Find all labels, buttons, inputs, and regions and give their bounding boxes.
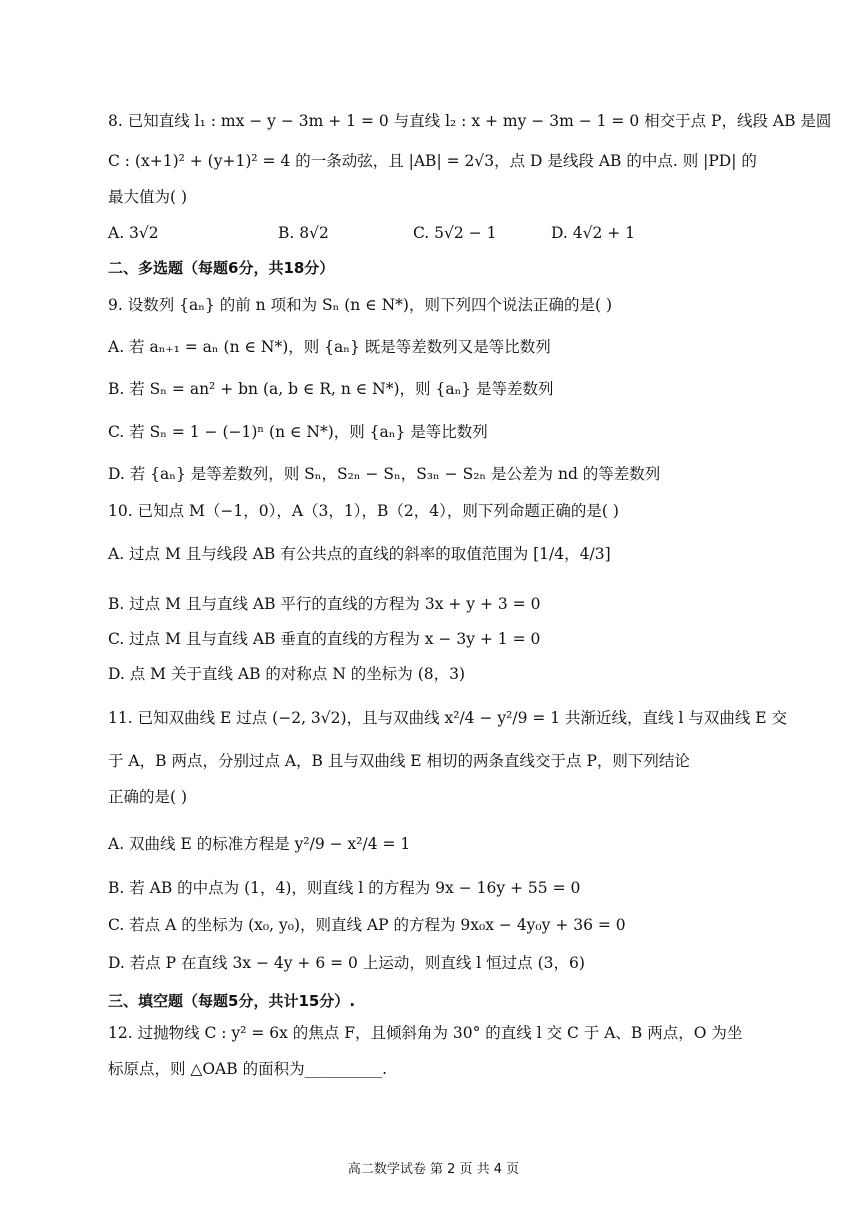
q8-option-b: B. 8√2 (278, 224, 329, 242)
q9-option-b: B. 若 Sₙ = an² + bn (a, b ∈ R, n ∈ N*)，则 {aₙ} 是等差数列 (108, 380, 554, 398)
q8-line-2: C : (x+1)² + (y+1)² = 4 的一条动弦，且 |AB| = 2√3，点 D 是线段 AB 的中点. 则 |PD| 的 (108, 152, 757, 170)
q11-option-c: C. 若点 A 的坐标为 (x₀, y₀)，则直线 AP 的方程为 9x₀x − 4y₀y + 36 = 0 (108, 916, 626, 934)
q12-line-1: 12. 过抛物线 C : y² = 6x 的焦点 F，且倾斜角为 30° 的直线 l 交 C 于 A、B 两点，O 为坐 (108, 1024, 743, 1042)
q8-line-1: 8. 已知直线 l₁ : mx − y − 3m + 1 = 0 与直线 l₂ : x + my − 3m − 1 = 0 相交于点 P，线段 AB 是圆 (108, 112, 832, 130)
q8-line-3: 最大值为( ) (108, 188, 188, 206)
q10-option-d: D. 点 M 关于直线 AB 的对称点 N 的坐标为 (8，3) (108, 665, 466, 683)
q10-stem: 10. 已知点 M（−1，0），A（3，1），B（2，4），则下列命题正确的是( ) (108, 502, 619, 520)
q10-option-c: C. 过点 M 且与直线 AB 垂直的直线的方程为 x − 3y + 1 = 0 (108, 630, 541, 648)
q12-line-2: 标原点，则 △OAB 的面积为__________. (108, 1060, 387, 1078)
q11-line-2: 于 A，B 两点，分别过点 A，B 且与双曲线 E 相切的两条直线交于点 P，则下列结论 (108, 752, 690, 770)
q11-option-b: B. 若 AB 的中点为 (1，4)，则直线 l 的方程为 9x − 16y + 55 = 0 (108, 879, 581, 897)
q11-line-1: 11. 已知双曲线 E 过点 (−2, 3√2)，且与双曲线 x²/4 − y²/9 = 1 共渐近线，直线 l 与双曲线 E 交 (108, 709, 788, 727)
q10-option-b: B. 过点 M 且与直线 AB 平行的直线的方程为 3x + y + 3 = 0 (108, 595, 541, 613)
q11-line-3: 正确的是( ) (108, 788, 188, 806)
section-3-heading: 三、填空题（每题5分，共计15分）. (108, 992, 356, 1010)
q11-option-a: A. 双曲线 E 的标准方程是 y²/9 − x²/4 = 1 (108, 835, 411, 853)
q8-option-a: A. 3√2 (108, 224, 159, 242)
q10-option-a: A. 过点 M 且与线段 AB 有公共点的直线的斜率的取值范围为 [1/4，4/3] (108, 545, 611, 563)
section-2-heading: 二、多选题（每题6分，共18分） (108, 259, 335, 277)
q9-option-a: A. 若 aₙ₊₁ = aₙ (n ∈ N*)，则 {aₙ} 既是等差数列又是等比数列 (108, 338, 551, 356)
page-footer: 高二数学试卷 第 2 页 共 4 页 (347, 1162, 520, 1177)
q9-option-d: D. 若 {aₙ} 是等差数列，则 Sₙ，S₂ₙ − Sₙ，S₃ₙ − S₂ₙ 是公差为 nd 的等差数列 (108, 465, 661, 483)
q9-option-c: C. 若 Sₙ = 1 − (−1)ⁿ (n ∈ N*)，则 {aₙ} 是等比数列 (108, 423, 488, 441)
q8-option-d: D. 4√2 + 1 (551, 224, 636, 242)
q8-option-c: C. 5√2 − 1 (413, 224, 497, 242)
q9-stem: 9. 设数列 {aₙ} 的前 n 项和为 Sₙ (n ∈ N*)，则下列四个说法正确的是( ) (108, 296, 612, 314)
q11-option-d: D. 若点 P 在直线 3x − 4y + 6 = 0 上运动，则直线 l 恒过点 (3，6) (108, 954, 585, 972)
